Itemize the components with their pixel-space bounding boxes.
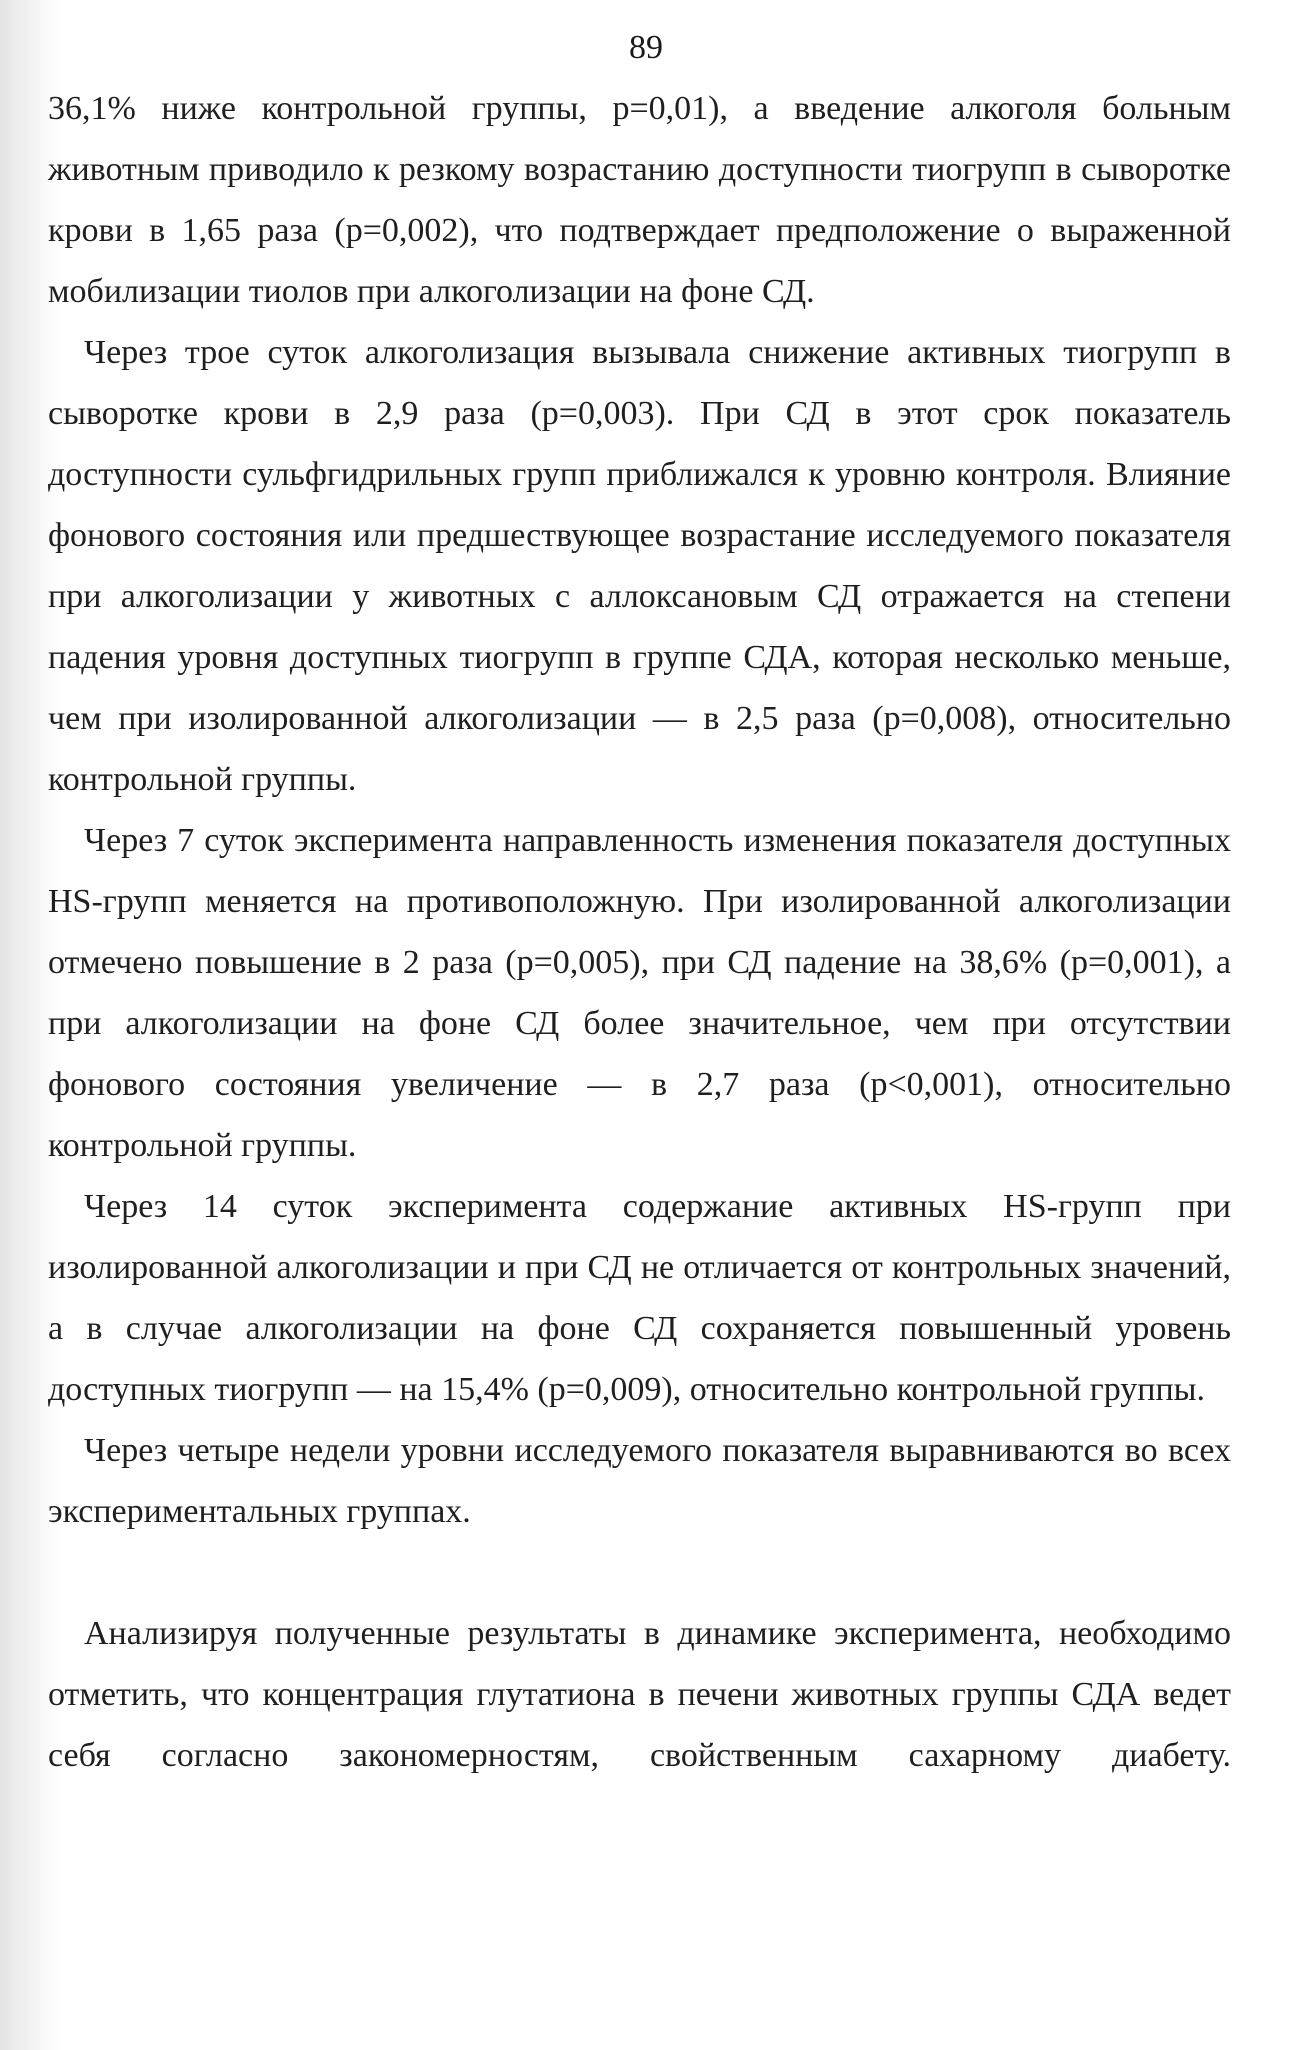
page-number: 89	[629, 29, 663, 66]
paragraph-5: Через четыре недели уровни исследуемого показателя выравниваются во всех экспериментальных группах.	[48, 1432, 1231, 1530]
paragraph-6: Анализируя полученные результаты в динамике эксперимента, необходимо отметить, что концентрация глутатиона в печени животных группы СДА ведет себя согласно закономерностям, свойственным сахарному диабету.	[48, 1615, 1231, 1774]
paragraph-1: 36,1% ниже контрольной группы, p=0,01), а введение алкоголя больным животным приводило к резкому возрастанию доступности тиогрупп в сыворотке крови в 1,65 раза (p=0,002), что подтверждает предположение о выраженной мобилизации тиолов при алкоголизации на фоне СД.	[48, 90, 1231, 310]
paragraph-2: Через трое суток алкоголизация вызывала снижение активных тиогрупп в сыворотке крови в 2,9 раза (p=0,003). При СД в этот срок показатель доступности сульфгидрильных групп приближался к уровню контроля. Влияние фонового состояния или предшествующее возрастание исследуемого показателя при алкоголизации у животных с аллоксановым СД отражается на степени падения уровня доступных тиогрупп в группе СДА, которая несколько меньше, чем при изолированной алкоголизации — в 2,5 раза (p=0,008), относительно контрольной группы.	[48, 334, 1231, 798]
paragraph-3: Через 7 суток эксперимента направленность изменения показателя доступных HS-групп меняется на противоположную. При изолированной алкоголизации отмечено повышение в 2 раза (p=0,005), при СД падение на 38,6% (p=0,001), а при алкоголизации на фоне СД более значительное, чем при отсутствии фонового состояния увеличение — в 2,7 раза (p<0,001), относительно контрольной группы.	[48, 822, 1231, 1164]
body-text	[48, 78, 1231, 1786]
paragraph-gap	[48, 1542, 1231, 1603]
paragraph-4: Через 14 суток эксперимента содержание активных HS-групп при изолированной алкоголизации и при СД не отличается от контрольных значений, а в случае алкоголизации на фоне СД сохраняется повышенный уровень доступных тиогрупп — на 15,4% (p=0,009), относительно контрольной группы.	[48, 1188, 1231, 1408]
